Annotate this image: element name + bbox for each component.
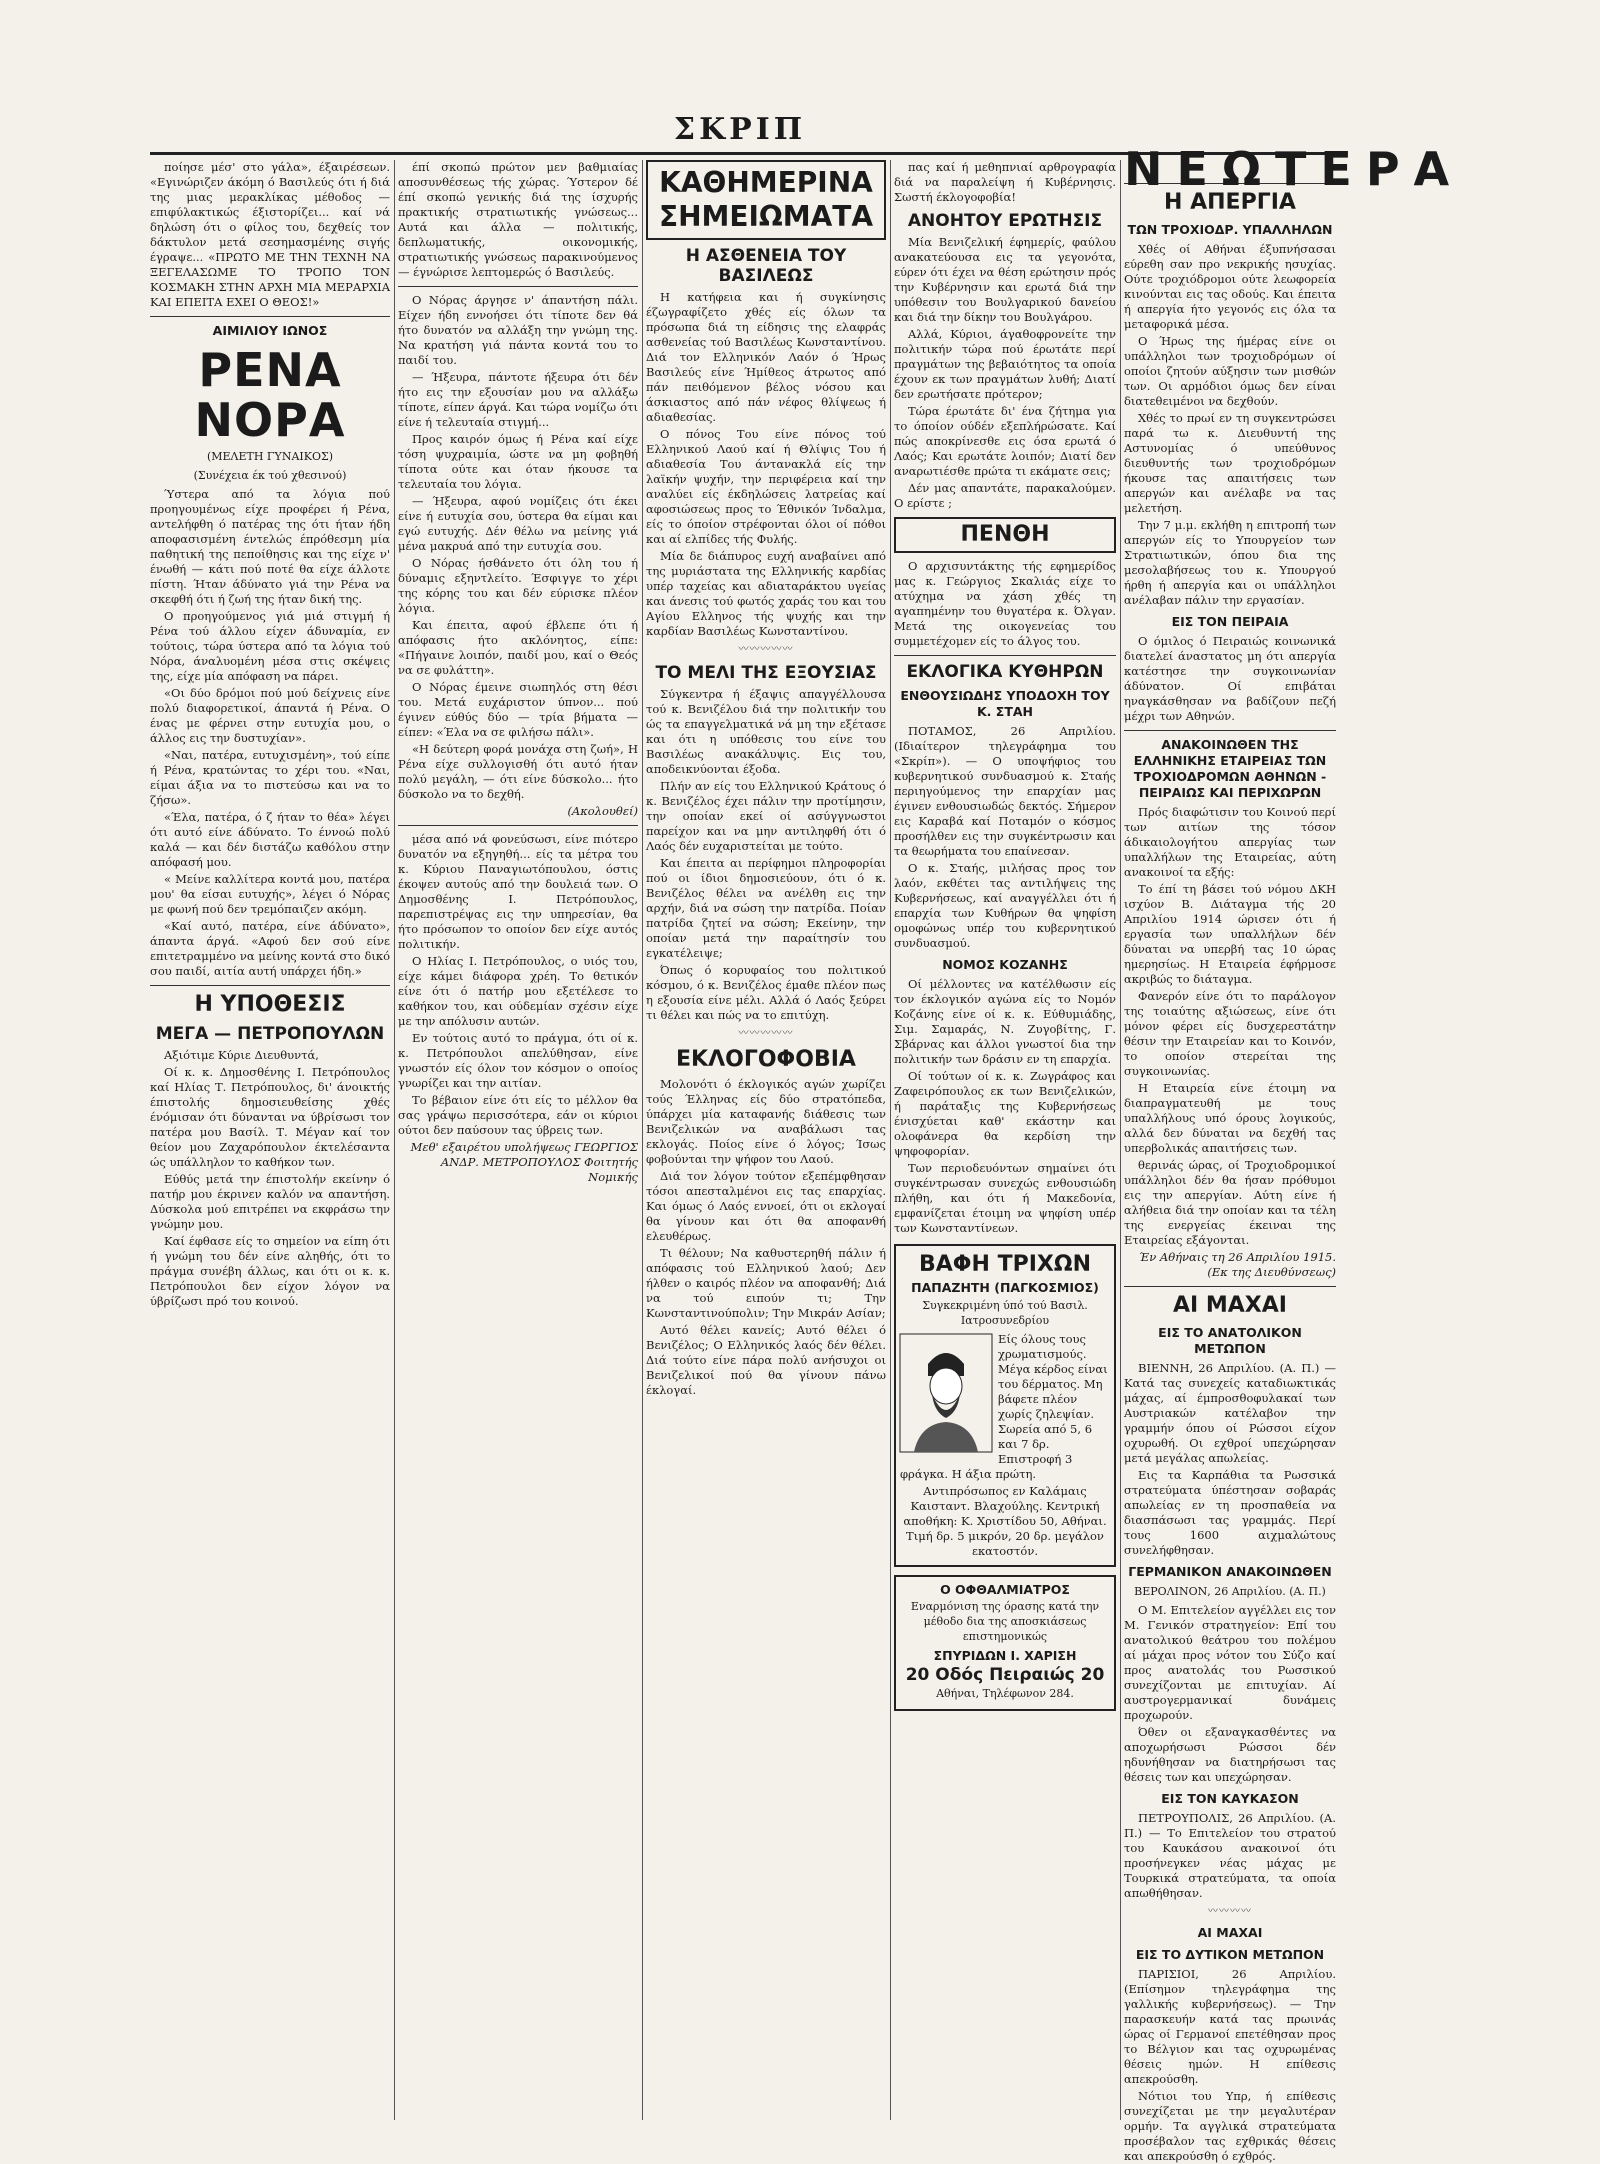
article-text: έπί σκοπώ πρώτον μεν βαθμιαίας αποσυνθέσεως τής χώρας. Ύστερον δέ έπί σκοπώ γενικής διά της ίσχυρής πρακτικής στρατιωτικής γνώσεως... Αυτά και άλλα — πολιτικής, δεπλωματικής, οικονομικής, στρατιωτικής γνώσεως παρακινούμενος — έγνώρισε λεπτομερώς ό Βασιλεύς. [398,160,638,279]
article-text: Η κατήφεια και ή συγκίνησις έζωγραφίζετο χθές είς όλων τα πρόσωπα διά τη είδησις της ελαφράς ασθενείας τού Βασιλέως Κωνσταντίνου. Διά τον Ελληνικόν Λαόν ό Ήρως Βασιλεύς είνε Ήμίθεος άτρωτος από πάν πειθόμενον βέλος νόσου και άσκιαστος από πάν νέφος θλίψεως ή αδιαθεσίας. [646,290,886,424]
subheadline: ΝΟΜΟΣ ΚΟΖΑΝΗΣ [942,957,1068,972]
article-text: Και έπειτα, αφού έβλεπε ότι ή απόφασις ήτο ακλόνητος, είπε: «Πήγαινε λοιπόν, παιδί μου, καί ο Θεός να σε φυλάττη». [398,618,638,677]
article-text: Φανερόν είνε ότι το παράλογον της τοιαύτης αξιώσεως, είνε ότι μόνον φέρει είς δυσχερεστάτην θέσιν την Εταιρείαν και το Κοινόν, το οποίον στερείται της συγκοινωνίας. [1124,989,1336,1078]
portrait-illustration [900,1334,992,1452]
letter-salutation: Αξιότιμε Κύριε Διευθυντά, [164,1048,319,1062]
column-rule [1120,160,1121,2120]
divider [1124,1286,1336,1287]
article-text: «Η δεύτερη φορά μονάχα στη ζωή», Η Ρένα είχε συλλογισθή ότι αυτό ήταν πολύ μεγάλη, — ότι είνε δύσκολο... ήτο δύσκολο να το δεχθή. [398,742,638,801]
ophthalmologist-advertisement [894,1575,1116,1711]
novel-subtitle: (ΜΕΛΕΤΗ ΓΥΝΑΙΚΟΣ) [206,450,334,463]
article-text: Πρός διαφώτισιν του Κοινού περί των αιτίων της τόσον άδικαιολογήτου απεργίας των υπαλλήλων της Εταιρείας, αύτη ανακοινοί τα εξής: [1124,805,1336,879]
article-text: ΠΕΤΡΟΥΠΟΛΙΣ, 26 Απριλίου. (Α. Π.) — Το Επιτελείον του στρατού του Καυκάσου ανακοινοί ότι προσήνεγκεν νέας μάχας με Τουρκικά στρατεύματα, τα οποία απωθήθησαν. [1124,1811,1336,1900]
continuation-note: (Συνέχεια έκ τού χθεσινού) [193,469,347,482]
article-text: Ο κ. Σταής, μιλήσας προς τον λαόν, εκθέτει τας αντιλήψεις της Κυβερνήσεως, καί αναγγέλλει ότι ή επαρχία των Κυθήρων θα ψηφίση ομοφώνως υπέρ του κυβερνητικού συνδυασμού. [894,861,1116,950]
article-text: ΠΑΡΙΣΙΟΙ, 26 Απριλίου. (Επίσημον τηλεγράφημα της γαλλικής κυβερνήσεως). — Την παρασκευήν κατά τας πρωινάς ώρας οί Γερμανοί επετέθησαν προς το Βέλγιον και τας οχυρωμένας θέσεις ημών. Η επίθεσις απεκρούσθη. [1124,1967,1336,2086]
article-text: Διά τον λόγον τούτον εξεπέμφθησαν τόσοι απεσταλμένοι εις τας επαρχίας. Και όμως ό Λαός εννοεί, ότι οι εκλογαί θα γίνουν και ότι θα αποφανθή ελευθέρως. [646,1169,886,1243]
headline: ΠΕΝΘΗ [894,517,1116,553]
article-text: Μία Βενιζελική έφημερίς, φαύλου ανακατεύουσα εις τα γεγονότα, εύρεν ότι έχει να θέση ερώτησιν πρός την Κυβέρνησιν και ερωτά διά την υπόθεσιν του Βουλγαρικού δανείου και διά την δίκην του Βουλγάρου. [894,235,1116,324]
article-text: ΒΙΕΝΝΗ, 26 Απριλίου. (Α. Π.) — Κατά τας συνεχείς καταδιωκτικάς μάχας, αί έμπροσθοφυλακαί των Αυστριακών κατέλαβον την γραμμήν όπου οί Ρώσσοι είχον οχυρωθή. Οι εχθροί υπεχώρησαν μετά μεγάλας απωλείας. [1124,1361,1336,1465]
article-text: Εύθύς μετά την έπιστολήν εκείνην ό πατήρ μου έκρινεν καλόν να απαντήση. Δύσκολα μού επιτρέπει να εκφράσω την γνώμην μου. [150,1172,390,1231]
article-text: Εις τα Καρπάθια τα Ρωσσικά στρατεύματα ύπέστησαν σοβαράς απωλείας εν τη προσπαθεία να διασπάσωσι τας γραμμάς. Περί τους 1600 αιχμαλώτους συνελήφθησαν. [1124,1468,1336,1557]
article-text: — Ήξευρα, αφού νομίζεις ότι έκει είνε ή ευτυχία σου, ύστερα θα είμαι και εγώ ευτυχής. Δέν θέλω να μείνης γιά μένα μακρυά από την ευτυχία σου. [398,494,638,553]
ad-city: Αθήναι, Τηλέφωνον 284. [936,1687,1074,1700]
column-rule [642,160,643,2120]
article-text: Ο αρχισυντάκτης τής εφημερίδος μας κ. Γεώργιος Σκαλιάς είχε το ατύχημα να χάση χθές τη αγαπημένην του θυγατέρα κ. Όλγαν. Μετά της οικογενείας του συμμετέχομεν είς το άλγος του. [894,559,1116,648]
ornament-divider: 〰〰〰〰 [1208,1906,1252,1917]
ad-title: ΒΑΦΗ ΤΡΙΧΩΝ [919,1252,1091,1277]
article-text: Αυτό θέλει κανείς; Αυτό θέλει ό Βενιζέλος; Ο Ελληνικός λαός δέν θέλει. Διά τούτο είνε πάρα πολύ ανήσυχοι οι Βενιζελικοί πού θα γίνουν πάνω έκλογαί. [646,1323,886,1397]
article-text: Δέν μας απαντάτε, παρακαλούμεν. Ο ερίστε ; [894,481,1116,510]
divider [150,316,390,317]
divider [1124,730,1336,731]
article-text: Οί μέλλοντες να κατέλθωσιν είς τον έκλογικόν αγώνα είς το Νομόν Κοζάνης είνε οί κ. κ. Εύθυμιάδης, Σιμ. Σαμαράς, Ν. Ζυγοβίτης, Γ. Σβάρνας και άλλοι γνωστοί δια την πολιτικήν των δράσιν εν τη επαρχία. [894,977,1116,1066]
article-text: ΠΟΤΑΜΟΣ, 26 Απριλίου. (Ιδιαίτερον τηλεγράφημα του «Σκρίπ»). — Ο υποψήφιος του κυβερνητικού συνδυασμού κ. Σταής περιηγούμενος την επαρχίαν μας έγινεν ενθουσιωδώς δεκτός. Σήμερον εις Καραβά καί Ποταμόν ο κόσμος προσήλθεν εις την συγκέντρωσιν και τα θεωρήματα του επαίνεσαν. [894,724,1116,858]
hair-dye-advertisement [894,1244,1116,1567]
article-text: Ο Μ. Επιτελείον αγγέλλει εις τον Μ. Γενικόν στρατηγείον: Επί του ανατολικού θεάτρου του πολέμου αί μάχαι προς νότον του Σύζο καί προς ανατολάς του Ρωσσικού συνεχίζονται με επιτυχίαν. Αί αυστρογερμανικαί δυνάμεις προχωρούν. [1124,1603,1336,1722]
continued-note: (Ακολουθεί) [567,804,638,818]
headline: Η ΑΣΘΕΝΕΙΑ ΤΟΥ ΒΑΣΙΛΕΩΣ [685,246,847,286]
section-banner [646,160,886,240]
divider [398,286,638,287]
article-text: Προς καιρόν όμως ή Ρένα καί είχε τόση ψυχραιμία, ώστε να μη φοβηθή τίποτα ούτε και όταν ήκουσε τα τελευταία του λόγια. [398,432,638,491]
subheadline: ΓΕΡΜΑΝΙΚΟΝ ΑΝΑΚΟΙΝΩΘΕΝ [1128,1564,1332,1579]
headline: ΑΝΑΚΟΙΝΩΘΕΝ ΤΗΣ ΕΛΛΗΝΙΚΗΣ ΕΤΑΙΡΕΙΑΣ ΤΩΝ ΤΡΟΧΙΟΔΡΟΜΩΝ ΑΘΗΝΩΝ - ΠΕΙΡΑΙΩΣ ΚΑΙ ΠΕΡΙΧΩΡΩΝ [1133,737,1327,800]
article-text: πας καί ή μεθηπνιαί αρθρογραφία διά να παραλείψη ή Κυβέρνησις. Σωστή έκλογοφοβία! [894,160,1116,204]
article-text: Ο προηγούμενος γιά μιά στιγμή ή Ρένα τού άλλου είχεν άδυναμία, εν τούτοις, τώρα ύστερα από τα λόγια τού Νόρα, άναλυομένη μέσα στις σκέψεις της, είχε μία απόφαση να πάρει. [150,609,390,683]
article-text: Τώρα έρωτάτε δι' ένα ζήτημα για το όποίον ούδέν εξεπλήρώσατε. Καί πώς αποκρίνεσθε εις όσα ερωτά ό Λαός; Και ερωτάτε λοιπόν; Διατί δεν αναρωτιέσθε πρώτα τι εκάματε σεις; [894,404,1116,478]
article-text: Καί έφθασε είς το σημείον να είπη ότι ή γνώμη του δέν είνε αληθής, ότι το πράγμα συνέβη άλλως, και ότι οι κ. κ. Πετρόπουλοι δεν είχον λόγον να ύβρίζωσι πρό του κοινού. [150,1234,390,1308]
article-text: «Ναι, πατέρα, ευτυχισμένη», τού είπε ή Ρένα, κρατώντας το χέρι του. «Ναι, είμαι άξια να το πιστεύσω και να το ζήσω». [150,748,390,807]
column-2 [398,160,638,2120]
article-text: Χθές το πρωί εν τη συγκεντρώσει παρά τω κ. Διευθυντή της Αστυνομίας ό υπεύθυνος διευθυντής των τροχιοδρόμων ήκουσε τας απαιτήσεις των απεργών και ανέλαβε να τας μελετήση. [1124,411,1336,515]
article-text: «Καί αυτό, πατέρα, είνε άδύνατο», άπαντα άργά. «Αφού δεν σού είνε επιτετραμμένο να μείνης κοντά στο δικό σου παιδί, αιτία αυτή υπάρχει ήδη.» [150,919,390,978]
subheadline: ΑΙ ΜΑΧΑΙ [1197,1925,1263,1940]
article-text: Μία δε διάπυρος ευχή αναβαίνει από της μυριάστατα της Ελληνικής καρδίας υπέρ ταχείας και αδιαταράκτου υγείας και άνεσις τού φωτός χαράς του και του Αγίου Ελληνος τής ψυχής και την καρδίαν Βασιλέως Κωνσταντίνου. [646,549,886,638]
article-text: Όθεν οι εξαναγκασθέντες να αποχωρήσωσι Ρώσσοι δέν ηδυνήθησαν να διατηρήσωσι τας θέσεις των και υπεχώρησαν. [1124,1725,1336,1784]
article-text: Νότιοι του Υπρ, ή επίθεσις συνεχίζεται με την μεγαλυτέραν ορμήν. Τα αγγλικά στρατεύματα προσέβαλον τας εχθρικάς θέσεις και απεκρούσθη ό εχθρός. [1124,2089,1336,2163]
article-text: Πλήν αν είς του Ελληνικού Κράτους ό κ. Βενιζέλος έχει πάλιν την προτίμησιν, την οποίαν εκεί οί ασύγγνωστοι παρείχον και να μην αντιληφθή ότι ό Λαός δέν ευχαριστείται με τούτο. [646,779,886,853]
article-text: Μολονότι ό έκλογικός αγών χωρίζει τούς Έλληνας είς δύο στρατόπεδα, ύπάρχει μία καταφανής διάθεσις των Βενιζελικών να αναβάλωσι τας εκλογάς. Ποίος είνε ό λόγος; Ίσως φοβούνται την ψήφον του Λαού. [646,1077,886,1166]
ornament-divider: 〰〰〰〰〰 [738,644,794,655]
article-text: μέσα από νά φονεύσωσι, είνε πιότερο δυνατόν να εξηγηθή... είς τα μέτρα του κ. Κύριου Παναγιωτόπουλου, όστις έκοψεν αυτούς από την δουλειά των. Ο Δημοσθένης Ι. Πετρόπουλος, παρεπιστρέψας εις την υπηρεσίαν, θα ήτο πρόσωπον το οποίον δεν είχε αυτός πολιτικήν. [398,832,638,951]
article-text: Εν τούτοις αυτό το πράγμα, ότι οί κ. κ. Πετρόπουλοι απελύθησαν, είνε γνωστόν είς όλον τον κόσμον ο οποίος γνωρίζει και την αιτίαν. [398,1031,638,1090]
article-text: Αλλά, Κύριοι, άγαθοφρονείτε την πολιτικήν τώρα πού έρωτάτε περί πραγμάτων της βεβαιότητος τα οποία έχουν εκ των πραγμάτων λυθή; Διατί δεν ερωτήσατε πρότερον; [894,327,1116,401]
headline: ΑΝΟΗΤΟΥ ΕΡΩΤΗΣΙΣ [907,211,1103,231]
article-text: Ο Νόρας ήσθάνετο ότι όλη του ή δύναμις εξηντλείτο. Έσφιγγε το χέρι της κόρης του και δέν εύρισκε πλέον λόγια. [398,556,638,615]
article-text: — Ήξευρα, πάντοτε ήξευρα ότι δέν ήτο εις την εξουσίαν μου να αλλάξω τίποτε, είπεν άργά. Και τώρα νομίζω ότι είνε ή τελευταία στιγμή... [398,370,638,429]
banner-line-2: ΣΗΜΕΙΩΜΑΤΑ [658,200,874,233]
article-text: Την 7 μ.μ. εκλήθη η επιτροπή των απεργών είς το Υπουργείον των Στρατιωτικών, όπου δια της μεσολαβήσεως του κ. Υπουργού ήρθη ή απεργία και οι υπάλληλοι ανέλαβαν πάλιν την εργασίαν. [1124,518,1336,607]
ad-subtitle: Συγκεκριμένη ύπό τού Βασιλ. Ιατροσυνεδρίου [922,1299,1088,1327]
subheadline: ΤΩΝ ΤΡΟΧΙΟΔΡ. ΥΠΑΛΛΗΛΩΝ [1127,222,1333,237]
article-text: Ο Ηλίας Ι. Πετρόπουλος, ο υιός του, είχε κάμει διάφορα χρέη. Το θετικόν είνε ότι ό πατήρ μου εξετέλεσε το καθήκον του, και ούδεμίαν σχέσιν είχε με την απόλυσιν αυτών. [398,954,638,1028]
headline: ΑΙ ΜΑΧΑΙ [1173,1293,1287,1318]
article-text: « Μείνε καλλίτερα κοντά μου, πατέρα μου' θα είσαι ευτυχής», λέγει ό Νόρας με φωνή πού δεν τρεμόπαιζεν ακόμη. [150,872,390,916]
subheadline: ΕΙΣ ΤΟ ΔΥΤΙΚΟΝ ΜΕΤΩΠΟΝ [1135,1947,1325,1962]
ad-name: ΣΠΥΡΙΔΩΝ Ι. ΧΑΡΙΣΗ [933,1648,1077,1663]
column-rule [394,160,395,2120]
author-line: ΑΙΜΙΛΙΟΥ ΙΩΝΟΣ [212,323,328,338]
article-text: Ο Ήρως της ήμέρας είνε οι υπάλληλοι των τροχιοδρόμων οί οποίοι ζητούν αύξησιν των μισθών των. Οι αρμόδιοι όμως δεν είναι διατεθειμένοι να δεχθούν. [1124,334,1336,408]
divider [150,985,390,986]
ad-text: Εναρμόνιση της όρασης κατά την μέθοδο δια της αποσκιάσεως επιστημονικώς [910,1600,1100,1643]
ad-title: Ο ΟΦΘΑΛΜΙΑΤΡΟΣ [940,1582,1070,1597]
column-1 [150,160,390,2120]
article-text: Η Εταιρεία είνε έτοιμη να διαπραγματευθή με τους υπαλλήλους υπό όρους λογικούς, αλλά δεν δύναται να δεχθή τας υπερβολικάς απαιτήσεις των. [1124,1081,1336,1155]
article-text: Οί κ. κ. Δημοσθένης Ι. Πετρόπουλος καί Ηλίας Τ. Πετρόπουλος, δι' άνοικτής έπιστολής δημοσιευθείσης χθές ένόμισαν ότι δύνανται να ύβρίσωσι τον πατέρα μου Βασίλ. Τ. Μέγαν καί τον θείον μου Ζαχαρόπουλον έκτελέσαντα ώς υπάλληλον το καθήκον των. [150,1065,390,1169]
subheadline: ΕΙΣ ΤΟΝ ΠΕΙΡΑΙΑ [1171,614,1289,629]
article-text: θερινάς ώρας, οί Τροχιοδρομικοί υπάλληλοι δέν θα ήσαν πρόθυμοι εις την απεργίαν. Αύτη είνε ή αλήθεια διά την οποίαν και τα τέλη της ενεργείας έκειναι της Εταιρείας εξάγονται. [1124,1158,1336,1247]
article-text: Οί τούτων οί κ. κ. Ζωγράφος και Ζαφειρόπουλος εκ των Βενιζελικών, ή παράταξις της Κυβερνήσεως ένισχύεται καθ' εκάστην και ολοφάνερα θα κερδίση την ψηφοφορίαν. [894,1069,1116,1158]
article-text: Ο πόνος Του είνε πόνος τού Ελληνικού Λαού καί ή Θλίψις Του ή αδιαθεσία Του άντανακλά είς την λαϊκήν ψυχήν, την περιφέρεια καί την αναλύει είς έκδηλώσεις λατρείας καί αφοσιώσεως προς το Έθνικόν Ίνδαλμα, είς το όποίον στρέφονται όλοι οί πόθοι και αί ελπίδες τής Φυλής. [646,427,886,546]
banner-line-1: ΚΑΘΗΜΕΡΙΝΑ [659,166,873,199]
dateline-signature: Έν Αθήναις τη 26 Απριλίου 1915. (Εκ της Διευθύνσεως) [1138,1250,1336,1279]
letter-signature: Μεθ' εξαιρέτου υπολήψεως ΓΕΩΡΓΙΟΣ ΑΝΔΡ. ΜΕΤΡΟΠΟΥΛΟΣ Φοιτητής Νομικής [410,1140,638,1184]
article-text: Των περιοδευόντων σημαίνει ότι συγκέντρωσαν συνεχώς ενθουσιώδη πλήθη, και ότι ή Μακεδονία, εμφανίζεται έτοιμη να ψηφίση υπέρ των Κωνσταντίνεων. [894,1161,1116,1235]
subheadline: ΕΙΣ ΤΟ ΑΝΑΤΟΛΙΚΟΝ ΜΕΤΩΠΟΝ [1158,1325,1302,1356]
column-5 [1124,142,1464,2163]
article-text: ποίησε μέσ' στο γάλα», έξαιρέσεων. «Εγινώριζεν άκόμη ό Βασιλεύς ότι ή διά της μιας μερακλίκας μέθοδος — επιφύλακτικώς έξιστορίζει... καί νά δηλώση ότι ο φίλος του, δεχθείς τον δάκτυλον μετά σεσημασμένης σιγής έγραψε... «ΠΡΩΤΟ ΜΕ ΤΗΝ ΤΕΧΝΗ ΝΑ ΞΕΓΕΛΑΣΩΜΕ ΤΟ ΤΡΟΠΟ ΤΟΝ ΚΟΣΜΑΚΗ ΣΤΗΝ ΑΡΧΗ ΜΙΑ ΜΕΡΑΡΧΙΑ ΚΑΙ ΕΠΕΙΤΑ ΕΧΕΙ Ο ΘΕΟΣ!» [150,160,390,309]
article-text: Και έπειτα αι περίφημοι πληροφορίαι πού οι ίδιοι δημοσιεύουν, ότι ό κ. Βενιζέλος θέλει να ανέλθη εις την αρχήν, διά να σώση την πατρίδα. Ποίαν πατρίδα ζητεί να σώση; Εκείνην, την οποίαν μετά την παραίτησίν του εγκατέλειψε; [646,856,886,960]
article-text: Το βέβαιον είνε ότι είς το μέλλον θα σας γράψω περισσότερα, εάν οι κύριοι ούτοι δεν παύσουν τας ύβρεις των. [398,1093,638,1137]
section-title: ΝΕΩΤΕΡΑ [1124,142,1464,196]
subheadline: ΕΝΘΟΥΣΙΩΔΗΣ ΥΠΟΔΟΧΗ ΤΟΥ Κ. ΣΤΑΗ [900,688,1110,719]
article-text: Σύγκεντρα ή έξαψις απαγγέλλουσα τού κ. Βενιζέλου διά την πολιτικήν του ώς τα επαγγελματικά νά μη την εξέτασε και ότι η υπόθεσις του είνε του Βασιλέως ανακάλυψις. Εις του, αποδεικνύονται έξοδα. [646,687,886,776]
article-text: Το έπί τη βάσει τού νόμου ΔΚΗ ισχύον Β. Διάταγμα τής 20 Απριλίου 1914 ώρισεν ότι ή εργασία των υπαλλήλων δέν δύναται να υπερβή τας 10 ώρας ημερησίως. Η Εταιρεία έφήρμοσε ακριβώς το διάταγμα. [1124,882,1336,986]
ornament-divider: 〰〰〰〰〰 [738,1028,794,1039]
article-text: «Έλα, πατέρα, ό ζ ήταν το θέα» λέγει ότι αυτό είνε άδύνατο. Το έννοώ πολύ καλά — και δέν διστάζω καθόλου στην απόφασή μου. [150,810,390,869]
novel-title: ΡΕΝΑ ΝΟΡΑ [194,343,346,447]
newspaper-name: ΣΚΡΙΠ [673,112,807,147]
column-3 [646,160,886,2120]
headline: ΤΟ ΜΕΛΙ ΤΗΣ ΕΞΟΥΣΙΑΣ [655,663,877,683]
headline: Η ΑΠΕΡΓΙΑ [1164,190,1296,215]
ad-address: 20 Οδός Πειραιώς 20 [905,1665,1105,1685]
ad-text: Αντιπρόσωπος εν Καλάμαις Καισταντ. Βλαχούλης. Κεντρική αποθήκη: Κ. Χριστίδου 50, Αθήναι. Τιμή δρ. 5 μικρόν, 20 δρ. μεγάλον εκατοστόν. [903,1484,1107,1558]
article-text: Όπως ό κορυφαίος του πολιτικού κόσμου, ό κ. Βενιζέλος έμαθε πλέον πως η εξουσία είνε μέλι. Αλλά ό Λαός ξεύρει τι θέλει και πώς να το επιτύχη. [646,963,886,1022]
ad-brand: ΠΑΠΑΖΗΤΗ (ΠΑΓΚΟΣΜΙΟΣ) [911,1280,1099,1295]
divider [398,825,638,826]
headline: Η ΥΠΟΘΕΣΙΣ [194,992,346,1017]
headline: ΕΚΛΟΓΙΚΑ ΚΥΘΗΡΩΝ [906,662,1104,682]
article-text: Ο Νόρας άργησε ν' άπαντήση πάλι. Είχεν ήδη εννοήσει ότι τίποτε δεν θά ήτο δυνατόν να αλλάξη την γνώμη της. Να κρατήση γιά πάντα κοντά του το παιδί του. [398,293,638,367]
ad-text: Είς όλους τους χρωματισμούς. Μέγα κέρδος είναι του δέρματος. Μη βάφετε πλέον χωρίς ζηλεψίαν. Σωρεία από 5, 6 και 7 δρ. Επιστροφή 3 φράγκα. Η άξια πρώτη. [900,1332,1108,1481]
article-text: Ο όμιλος ό Πειραιώς κοινωνικά διατελεί άναστατος μη ότι απεργία κατέστησε την συγκοινωνίαν άδύνατον. Οί επιβάται ηναγκάσθησαν να βαδίζουν πεζή μέχρι των Αθηνών. [1124,634,1336,723]
headline: ΕΚΛΟΓΟΦΟΒΙΑ [676,1047,856,1072]
article-text: Ο Νόρας έμεινε σιωπηλός στη θέσι του. Μετά ευχάριστον ύπνον... πού έγινεν εύθύς δύο — τρία βήματα — είπεν: «Έλα να σε φιλήσω πάλι». [398,680,638,739]
subheadline: ΕΙΣ ΤΟΝ ΚΑΥΚΑΣΟΝ [1161,1791,1299,1806]
dateline: ΒΕΡΟΛΙΝΟΝ, 26 Απριλίου. (Α. Π.) [1134,1585,1326,1598]
column-4 [894,160,1116,2120]
article-text: Ύστερα από τα λόγια πού προηγουμένως είχε προφέρει ή Ρένα, αντελήφθη ό πατέρας της ότι ήταν ήδη αποφασισμένη έντελώς έπρόθεσμη μία παθητική της πεποίθησις και της είχε ν' ένωθή — κάτι πού ποτέ θα είχε άλλοτε πίστη. Ήταν άδύνατο γιά την Ρένα να σκεφθή ότι ή ζωή της ήταν δική της. [150,487,390,606]
article-text: Τι θέλουν; Να καθυστερηθή πάλιν ή απόφασις τού Ελληνικού λαού; Δεν ήλθεν ο καιρός πλέον να αποφανθή; Διά να τού ειπούν τι; Την Κωνσταντινούπολιν; Την Μικράν Ασίαν; [646,1246,886,1320]
headline: ΜΕΓΑ — ΠΕΤΡΟΠΟΥΛΩΝ [155,1024,385,1044]
divider [894,655,1116,656]
article-text: Χθές οί Αθήναι έξυπνήσασαι εύρεθη σαν προ νεκρικής ησυχίας. Ούτε τροχιόδρομοι ούτε λεωφορεία κινούνται εις τας οδούς. Και έπειτα ή απεργία ήτο γεγονός εις όλα τα μεταφορικά μέσα. [1124,242,1336,331]
column-rule [890,160,891,2120]
article-text: «Οι δύο δρόμοι πού μού δείχνεις είνε πολύ διαφορετικοί, άπαντά ή Ρένα. Ο ένας με φέρνει στην ευτυχία μου, ο άλλος εις την δυστυχίαν». [150,686,390,745]
